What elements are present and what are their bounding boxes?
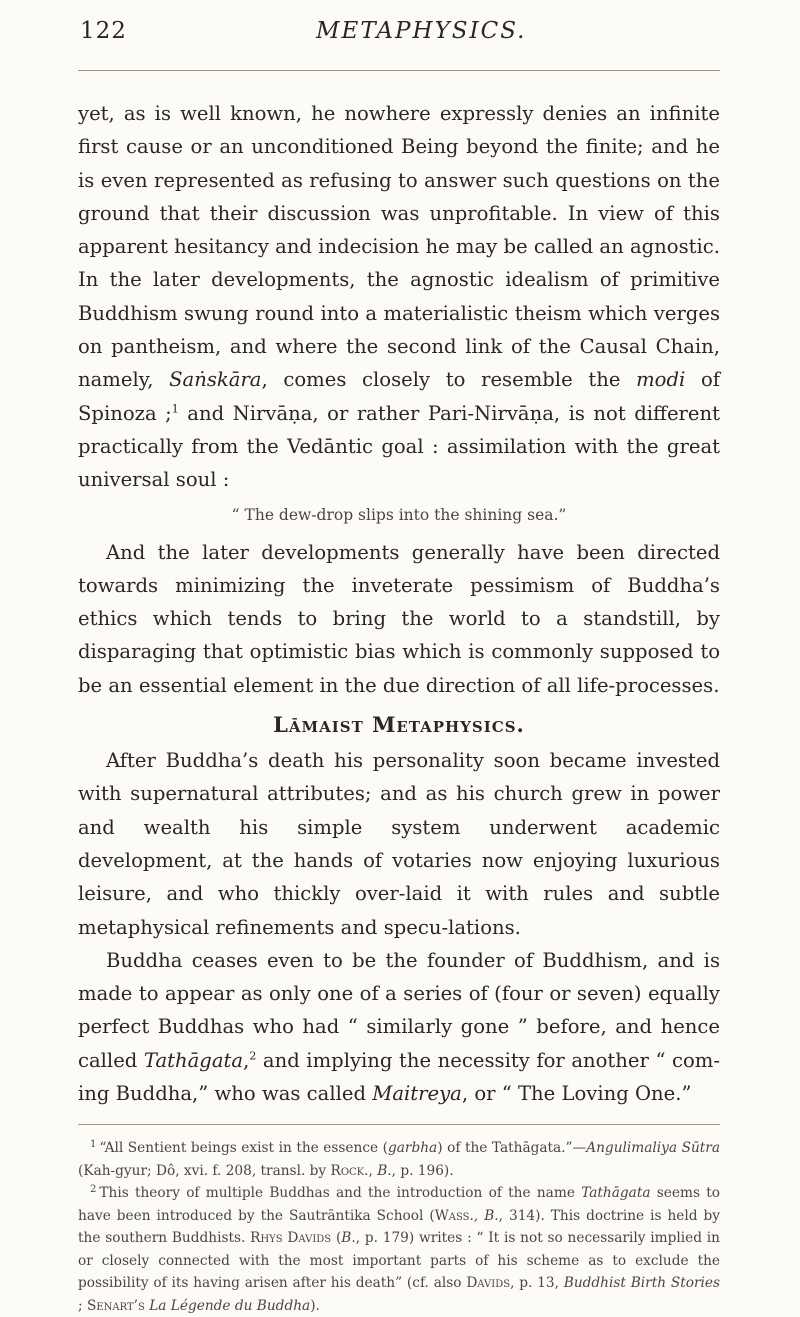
footnote-abbrev: B. bbox=[484, 1207, 499, 1224]
footnote-text: ) of the Tathāgata.”— bbox=[437, 1140, 587, 1157]
paragraph-1 bbox=[78, 97, 720, 497]
paragraph-1-text-b: , comes closely to resemble the bbox=[261, 368, 637, 392]
footnote-marker: 1 bbox=[90, 1138, 97, 1150]
footnote-author: Wass. bbox=[434, 1207, 474, 1224]
body-text bbox=[78, 97, 720, 1110]
term-tathagata: Tathāgata bbox=[143, 1048, 244, 1072]
footnote-ref-2: 2 bbox=[249, 1049, 257, 1063]
footnote-title: Buddhist Birth Stories bbox=[563, 1275, 720, 1292]
footnote-text: , bbox=[473, 1207, 485, 1224]
paragraph-4: Buddha ceases even to be the founder of Buddhism, and is made to appear as only one of a series of (four or seven) equally perfect Buddhas who had “ similarly gone ” before, and hence called Tathāgata,$^2$ and implying the necessity for another “ com-ing Buddha,” who was called Maitreya, or “ The Loving One.” bbox=[78, 948, 720, 1106]
paragraph-4-text-b: and implying the necessity for another “ com-ing Buddha,” who was called bbox=[78, 1048, 720, 1106]
term-sanskara: Saṅskāra bbox=[169, 368, 262, 392]
footnote-abbrev: B. bbox=[377, 1162, 392, 1179]
footnote-2 bbox=[78, 1182, 720, 1317]
footnote-text: ; bbox=[78, 1297, 87, 1314]
paragraph-2: And the later developments generally have been directed towards minimizing the inveterate pessimism of Buddha’s ethics which tends to bring the world to a standstill, by disparaging that optimistic bias which is commonly supposed to be an essential element in the due direction of all life-processes. bbox=[78, 540, 720, 697]
footnote-ref-1: 1 bbox=[171, 402, 179, 416]
page-number: 122 bbox=[80, 18, 127, 44]
block-quote: “ The dew-drop slips into the shining sea.” bbox=[231, 505, 567, 524]
footnote-author: Davids bbox=[466, 1275, 511, 1292]
paragraph-1-text-d: and Nirvāṇa, or rather Pari-Nirvāṇa, is not different practically from the Vedāntic goal : assimilation with the great universal soul : bbox=[78, 401, 720, 492]
footnote-term: Tathāgata bbox=[581, 1185, 651, 1202]
footnote-title: Angulimaliya Sūtra bbox=[586, 1140, 720, 1157]
footnote-text: , p. 179) writes : “ It is not so necessarily implied in or closely connected with the most important parts of his scheme as to exclude the possibility of its having arisen after his death” (cf. also bbox=[78, 1230, 720, 1292]
footnote-text: , p. 13, bbox=[510, 1275, 564, 1292]
running-title: METAPHYSICS. bbox=[316, 18, 527, 44]
term-modi: modi bbox=[636, 368, 686, 392]
footnote-term: garbha bbox=[388, 1140, 438, 1157]
footnote-text: , p. 196). bbox=[391, 1162, 454, 1179]
section-heading: Lāmaist Metaphysics. bbox=[273, 712, 525, 738]
footnote-text: (Kah-gyur; Dô, xvi. f. 208, transl. by bbox=[78, 1162, 331, 1179]
footnote-author: Senart’s bbox=[86, 1297, 145, 1314]
footnote-abbrev: B. bbox=[341, 1230, 356, 1247]
footnote-text: “All Sentient beings exist in the essence ( bbox=[99, 1140, 388, 1157]
footnote-text: seems to have been introduced by the Sautrāntika School ( bbox=[78, 1185, 721, 1224]
paragraph-4-text-a: Buddha ceases even to be the founder of Buddhism, and is made to appear as only one of a series of (four or seven) equally perfect Buddhas who had “ similarly gone ” before, and hence called bbox=[78, 948, 720, 1072]
footnotes bbox=[78, 1137, 720, 1317]
term-maitreya: Maitreya bbox=[372, 1082, 462, 1106]
footnote-divider bbox=[78, 1124, 720, 1125]
running-header bbox=[78, 0, 720, 71]
footnote-text: , bbox=[368, 1162, 378, 1179]
footnote-text: ( bbox=[331, 1230, 342, 1247]
footnote-author: Rock. bbox=[330, 1162, 369, 1179]
paragraph-4-text-c: , or “ The Loving One.” bbox=[461, 1082, 692, 1106]
footnote-title: La Légende du Buddha bbox=[149, 1297, 311, 1314]
paragraph-1-text-c: of Spinoza ; bbox=[78, 368, 720, 425]
paragraph-1-text-a: yet, as is well known, he nowhere expressly denies an infinite first cause or an unconditioned Being beyond the finite; and he is even represented as refusing to answer such questions on the ground that their discussion was unprofitable. In view of this apparent hesitancy and indecision he may be called an agnostic. In the later developments, the agnostic idealism of primitive Buddhism swung round into a materialistic theism which verges on pantheism, and where the second link of the Causal Chain, namely, bbox=[78, 102, 720, 392]
footnote-author: Rhys Davids bbox=[250, 1230, 332, 1247]
paragraph-3: After Buddha’s death his personality soon became invested with supernatural attributes; and as his church grew in power and wealth his simple system underwent academic development, at the hands of votaries now enjoying luxurious leisure, and who thickly over-laid it with rules and subtle metaphysical refinements and specu-lations. bbox=[78, 749, 720, 939]
footnote-text: ). bbox=[310, 1297, 320, 1314]
footnote-text: This theory of multiple Buddhas and the introduction of the name bbox=[99, 1185, 582, 1202]
footnote-text: , 314). This doctrine is held by the southern Buddhists. bbox=[78, 1207, 721, 1247]
footnote-marker: 2 bbox=[90, 1183, 97, 1195]
footnote-1 bbox=[78, 1137, 720, 1182]
